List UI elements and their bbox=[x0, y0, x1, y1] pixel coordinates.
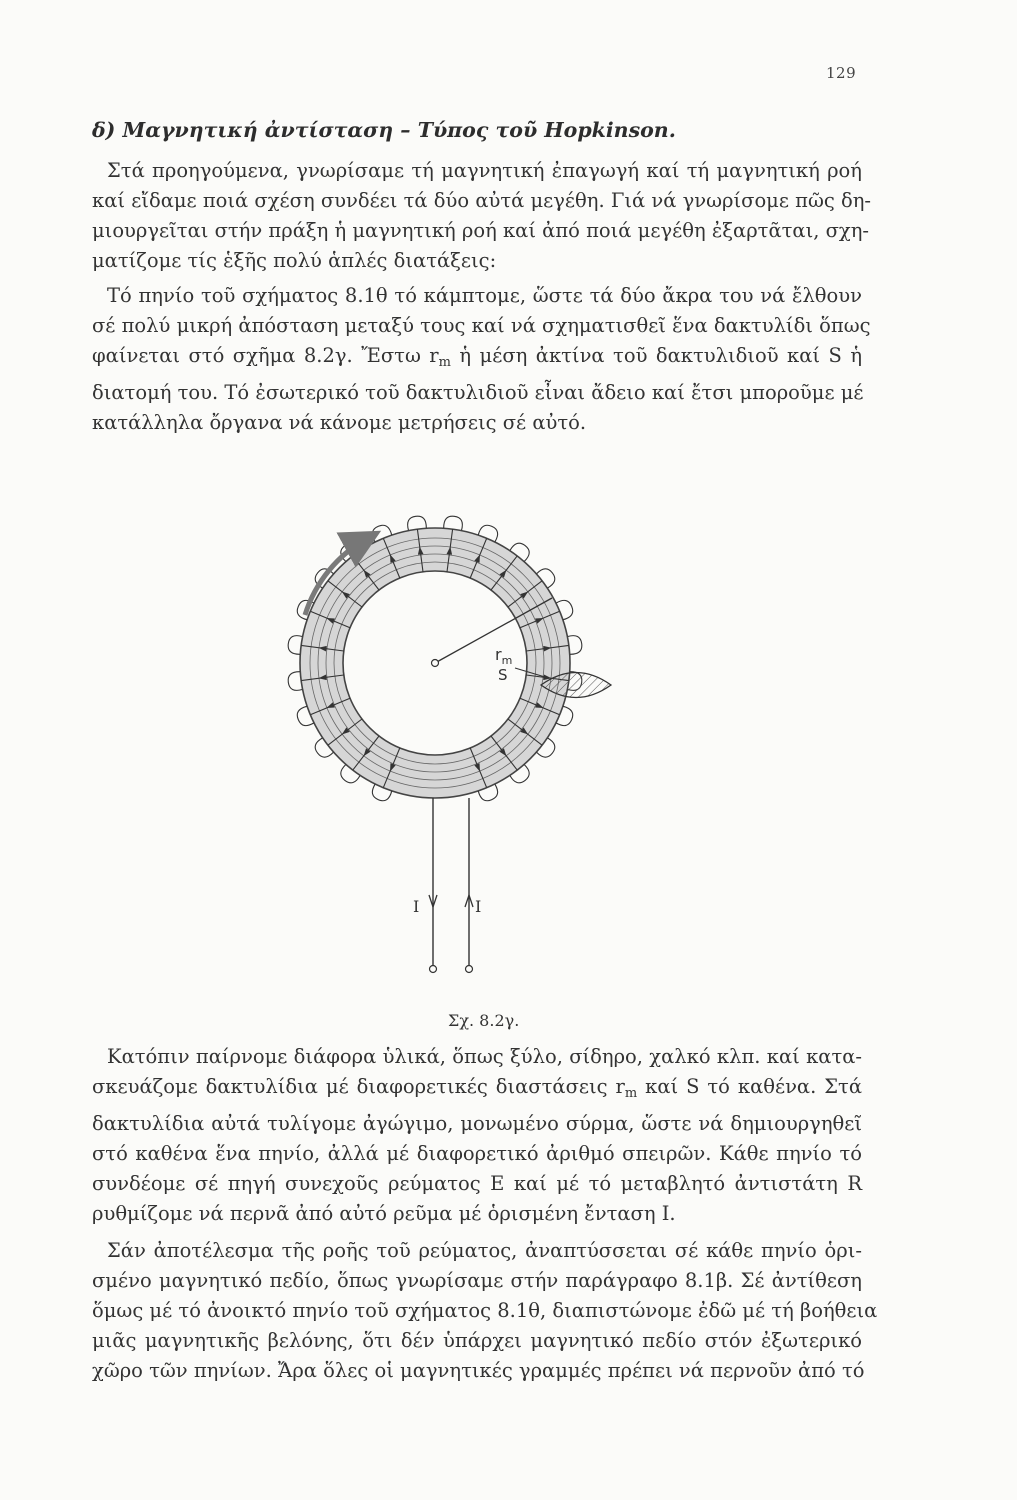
text-segment: ἡ μέση ἀκτίνα τοῦ δακτυλιδιοῦ καί S ἡ bbox=[450, 344, 863, 367]
paragraph-magnetic-field bbox=[92, 1236, 878, 1386]
paragraph-rings-materials bbox=[92, 1042, 862, 1229]
section-heading: δ) Μαγνητική ἀντίσταση – Τύπος τοῦ Hopkinson. bbox=[92, 118, 676, 142]
text-line bbox=[92, 1072, 862, 1109]
text-line: σμένο μαγνητικό πεδίο, ὅπως γνωρίσαμε στήν παράγραφο 8.1β. Σέ ἀντίθεση bbox=[92, 1269, 862, 1292]
text-line: μιουργεῖται στήν πράξη ἡ μαγνητική ροή καί ἀπό ποιά μεγέθη ἐξαρτᾶται, σχη- bbox=[92, 219, 870, 242]
paragraph-ring-setup bbox=[92, 281, 871, 438]
cross-section-label: S bbox=[498, 666, 508, 684]
text-line: καί εἴδαμε ποιά σχέση συνδέει τά δύο αὐτά μεγέθη. Γιά νά γνωρίσομε πῶς δη- bbox=[92, 189, 872, 212]
text-line bbox=[92, 341, 862, 378]
radius-label: $r_m$ bbox=[495, 645, 513, 667]
subscript: m bbox=[624, 1086, 638, 1101]
text-line: μιᾶς μαγνητικῆς βελόνης, ὅτι δέν ὑπάρχει μαγνητικό πεδίο στόν ἐξωτερικό bbox=[92, 1329, 862, 1352]
terminal bbox=[430, 966, 437, 973]
text-line: διατομή του. Τό ἐσωτερικό τοῦ δακτυλιδιοῦ εἶναι ἄδειο καί ἔτσι μποροῦμε μέ bbox=[92, 381, 864, 404]
current-label-left: I bbox=[413, 897, 420, 916]
text-line: δακτυλίδια αὐτά τυλίγομε ἀγώγιμο, μονωμένο σύρμα, ὥστε νά δημιουργηθεῖ bbox=[92, 1112, 862, 1135]
toroid-diagram bbox=[250, 465, 710, 985]
coil-leads bbox=[429, 798, 473, 973]
text-line: Τό πηνίο τοῦ σχήματος 8.1θ τό κάμπτομε, ὥστε τά δύο ἄκρα του νά ἔλθουν bbox=[107, 284, 862, 307]
text-line: ρυθμίζομε νά περνᾶ ἀπό αὐτό ρεῦμα μέ ὁρισμένη ἔνταση I. bbox=[92, 1202, 676, 1225]
text-line: σέ πολύ μικρή ἀπόσταση μεταξύ τους καί νά σχηματισθεῖ ἕνα δακτυλίδι ὅπως bbox=[92, 314, 871, 337]
text-line: συνδέομε σέ πηγή συνεχοῦς ρεύματος E καί μέ τό μεταβλητό ἀντιστάτη R bbox=[92, 1172, 862, 1195]
figure-caption: Σχ. 8.2γ. bbox=[448, 1011, 520, 1030]
text-line: ματίζομε τίς ἑξῆς πολύ ἁπλές διατάξεις: bbox=[92, 249, 497, 272]
text-segment: σκευάζομε δακτυλίδια μέ διαφορετικές διαστάσεις r bbox=[92, 1075, 625, 1098]
text-line: Στά προηγούμενα, γνωρίσαμε τή μαγνητική ἐπαγωγή καί τή μαγνητική ροή bbox=[107, 159, 862, 182]
text-segment: φαίνεται στό σχῆμα 8.2γ. Ἔστω r bbox=[92, 344, 439, 367]
current-label-right: I bbox=[475, 897, 482, 916]
text-line: ὅμως μέ τό ἀνοικτό πηνίο τοῦ σχήματος 8.1θ, διαπιστώνομε ἐδῶ μέ τή βοήθεια bbox=[92, 1299, 878, 1322]
text-line: Κατόπιν παίρνομε διάφορα ὑλικά, ὅπως ξύλο, σίδηρο, χαλκό κλπ. καί κατα- bbox=[107, 1045, 862, 1068]
subscript: m bbox=[438, 355, 451, 370]
terminal bbox=[466, 966, 473, 973]
center-point bbox=[432, 660, 439, 667]
text-line: Σάν ἀποτέλεσμα τῆς ροῆς τοῦ ρεύματος, ἀναπτύσσεται σέ κάθε πηνίο ὁρι- bbox=[107, 1239, 862, 1262]
text-segment: καί S τό καθένα. Στά bbox=[637, 1075, 862, 1098]
toroid-figure bbox=[250, 465, 710, 989]
text-line: στό καθένα ἕνα πηνίο, ἀλλά μέ διαφορετικό ἀριθμό σπειρῶν. Κάθε πηνίο τό bbox=[92, 1142, 862, 1165]
paragraph-intro bbox=[92, 156, 872, 276]
page-number: 129 bbox=[826, 64, 857, 82]
text-line: κατάλληλα ὄργανα νά κάνομε μετρήσεις σέ αὐτό. bbox=[92, 411, 587, 434]
text-line: χῶρο τῶν πηνίων. Ἄρα ὅλες οἱ μαγνητικές γραμμές πρέπει νά περνοῦν ἀπό τό bbox=[92, 1359, 865, 1382]
